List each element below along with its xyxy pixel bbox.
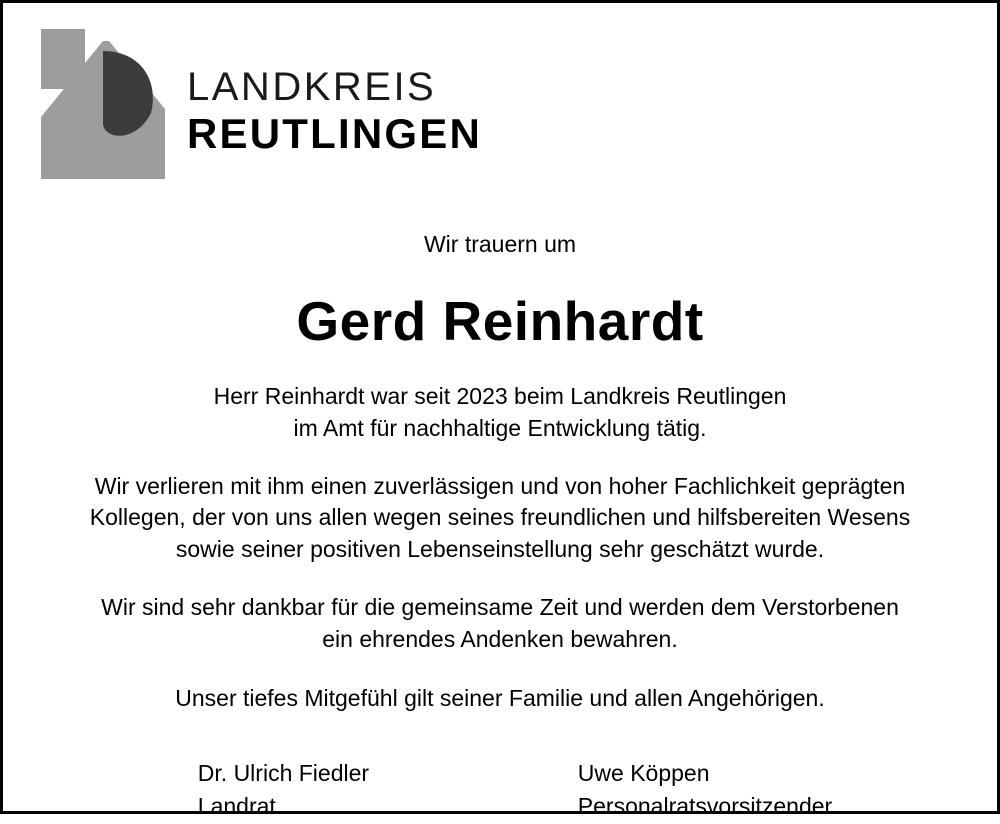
tribute-paragraph	[90, 471, 910, 566]
gratitude-paragraph	[101, 592, 899, 655]
deceased-name: Gerd Reinhardt	[296, 289, 704, 352]
condolence-paragraph	[175, 683, 824, 715]
role-line-1: Herr Reinhardt war seit 2023 beim Landkreis Reutlingen	[213, 383, 787, 410]
role-line-2: im Amt für nachhaltige Entwicklung tätig.	[293, 414, 707, 441]
tribute-line-1: Wir verlieren mit ihm einen zuverlässigen und von hoher Fachlichkeit geprägten	[94, 472, 906, 499]
role-paragraph	[214, 381, 787, 444]
signatory-2-name: Uwe Köppen	[577, 759, 710, 786]
landkreis-reutlingen-logo-icon	[41, 29, 165, 179]
mourning-intro: Wir trauern um	[423, 231, 577, 257]
condolence-line-1: Unser tiefes Mitgefühl gilt seiner Familie und allen Angehörigen.	[175, 685, 825, 712]
logo-wordmark	[187, 29, 482, 157]
tribute-line-2: Kollegen, der von uns allen wegen seines freundlichen und hilfsbereiten Wesens	[89, 504, 911, 531]
tribute-line-3: sowie seiner positiven Lebenseinstellung sehr geschätzt wurde.	[175, 536, 825, 563]
signatory-1-role: Landrat	[197, 793, 276, 820]
logo-line-reutlingen: REUTLINGEN	[187, 109, 482, 157]
gratitude-line-2: ein ehrendes Andenken bewahren.	[322, 625, 678, 652]
signatory-2-role: Personalratsvorsitzender	[577, 793, 833, 820]
logo-header	[41, 29, 967, 179]
logo-line-landkreis: LANDKREIS	[187, 65, 437, 109]
signatory-1-name: Dr. Ulrich Fiedler	[197, 759, 370, 786]
notice-content	[33, 179, 967, 824]
gratitude-line-1: Wir sind sehr dankbar für die gemeinsame Zeit und werden dem Verstorbenen	[101, 593, 899, 620]
